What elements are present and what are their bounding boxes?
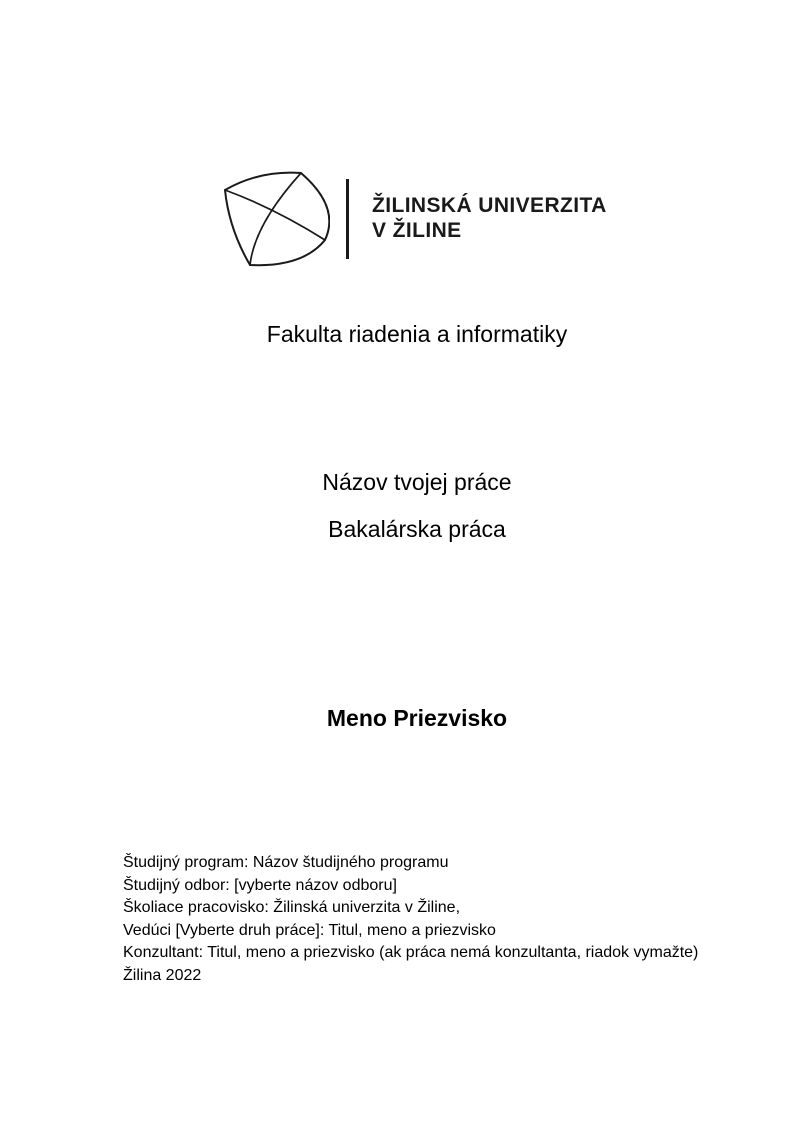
detail-place-year: Žilina 2022 [123, 966, 202, 984]
university-name [372, 193, 607, 243]
university-name-line2: V ŽILINE [372, 219, 462, 242]
thesis-details [123, 852, 698, 988]
faculty-name: Fakulta riadenia a informatiky [266, 321, 568, 347]
detail-supervisor: Vedúci [Vyberte druh práce]: Titul, meno a priezvisko [123, 921, 496, 939]
author-name: Meno Priezvisko [326, 705, 508, 731]
university-name-line1: ŽILINSKÁ UNIVERZITA [372, 194, 607, 217]
detail-study-program: Študijný program: Názov študijného programu [123, 854, 449, 871]
detail-study-field: Študijný odbor: [vyberte názov odboru] [123, 876, 397, 894]
thesis-title: Názov tvojej práce [322, 469, 512, 495]
detail-consultant: Konzultant: Titul, meno a priezvisko (ak práca nemá konzultanta, riadok vymažte) [123, 944, 699, 962]
detail-training-workplace: Školiace pracovisko: Žilinská univerzita v Žiline, [123, 899, 461, 917]
thesis-type: Bakalárska práca [328, 516, 506, 542]
logo-divider [346, 179, 349, 259]
uniza-star-logo-icon [215, 165, 330, 270]
